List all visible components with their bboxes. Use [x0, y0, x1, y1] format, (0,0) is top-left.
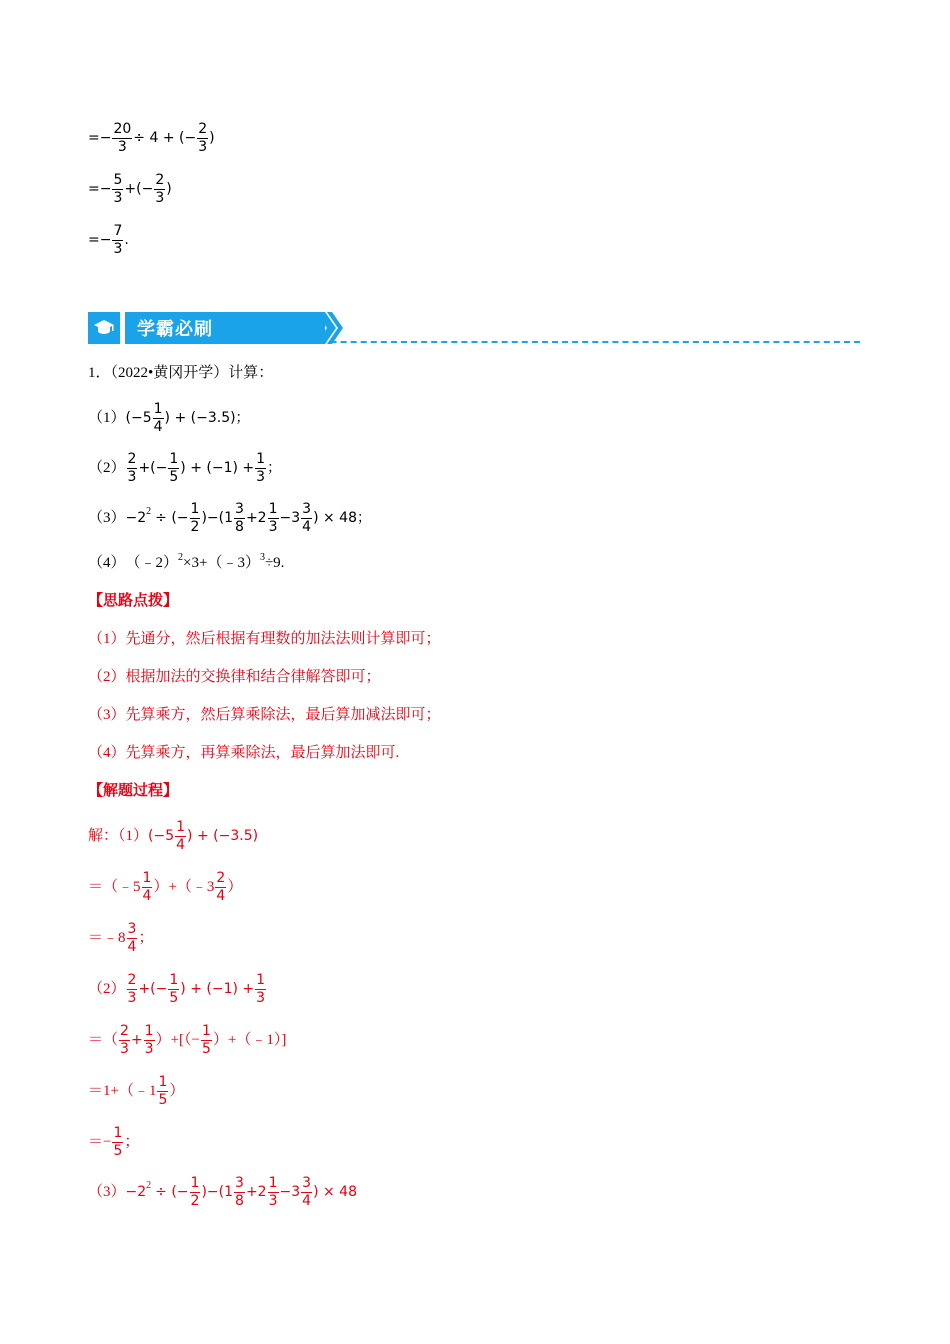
fraction: $\frac{2}{3}$: [155, 172, 165, 206]
solution-line: （3） −2 $^2$ ÷ (− $\frac{1}{2}$ )−(1 $\frac{3}{8}$ +2 $\frac{1}{3}$ −3 $\frac{3}{4}$ ) × 48: [88, 1175, 357, 1209]
problem-part-4: （4） （﹣2） $^2$ ×3+（﹣3） $^3$ ÷9.: [88, 551, 285, 571]
solution-line: ＝（﹣5 $\frac{1}{4}$ ）+（﹣3 $\frac{2}{4}$ ）: [88, 870, 243, 904]
chevron-decoration-icon: [316, 312, 346, 344]
hint-item: （4）先算乘方，再算乘除法，最后算加法即可.: [88, 745, 400, 761]
hint-item: （1）先通分，然后根据有理数的加法法则计算即可；: [88, 631, 441, 647]
graduation-cap-icon: [88, 312, 120, 344]
solution-line: ＝1+（﹣1 $\frac{1}{5}$ ）: [88, 1074, 185, 1108]
hint-item: （3）先算乘方，然后算乘除法，最后算加减法即可；: [88, 707, 441, 723]
hint-item: （2）根据加法的交换律和结合律解答即可；: [88, 669, 381, 685]
section-title: 学霸必刷: [125, 312, 325, 344]
calc-line-3: =− $\frac{7}{3}$ .: [88, 223, 129, 257]
calc-line-2: =− $\frac{5}{3}$ +(− $\frac{2}{3}$ ): [88, 172, 172, 206]
fraction: $\frac{7}{3}$: [113, 223, 123, 257]
solution-line: ＝（ $\frac{2}{3}$ + $\frac{1}{3}$ ）+[（− $\frac{1}{5}$ ）+（﹣1）]: [88, 1023, 287, 1057]
problem-heading: 1．（2022•黄冈开学）计算：: [88, 365, 274, 381]
problem-part-1: （1） (−5 $\frac{1}{4}$ ) + (−3.5)；: [88, 401, 250, 435]
problem-part-2: （2） $\frac{2}{3}$ +(− $\frac{1}{5}$ ) + (−1) + $\frac{1}{3}$ ；: [88, 451, 282, 485]
fraction: $\frac{5}{3}$: [113, 172, 123, 206]
solution-line: ＝﹣8 $\frac{3}{4}$ ；: [88, 921, 154, 955]
hint-title: 【思路点拨】: [88, 593, 179, 609]
section-divider: [250, 341, 860, 343]
solution-line: （2） $\frac{2}{3}$ +(− $\frac{1}{5}$ ) + (−1) + $\frac{1}{3}$: [88, 972, 266, 1006]
problem-part-3: （3） −2 $^2$ ÷ (− $\frac{1}{2}$ )−(1 $\frac{3}{8}$ +2 $\frac{1}{3}$ −3 $\frac{3}{4}$ ) × 48；: [88, 501, 371, 535]
fraction: $\frac{2}{3}$: [198, 121, 208, 155]
solution-line: ＝− $\frac{1}{5}$ ；: [88, 1125, 140, 1159]
fraction: $\frac{20}{3}$: [113, 121, 132, 155]
calc-line-1: =− $\frac{20}{3}$ ÷ 4 + (− $\frac{2}{3}$ ): [88, 121, 215, 155]
solution-title: 【解题过程】: [88, 783, 179, 799]
solution-line: 解：（1） (−5 $\frac{1}{4}$ ) + (−3.5): [88, 819, 259, 853]
